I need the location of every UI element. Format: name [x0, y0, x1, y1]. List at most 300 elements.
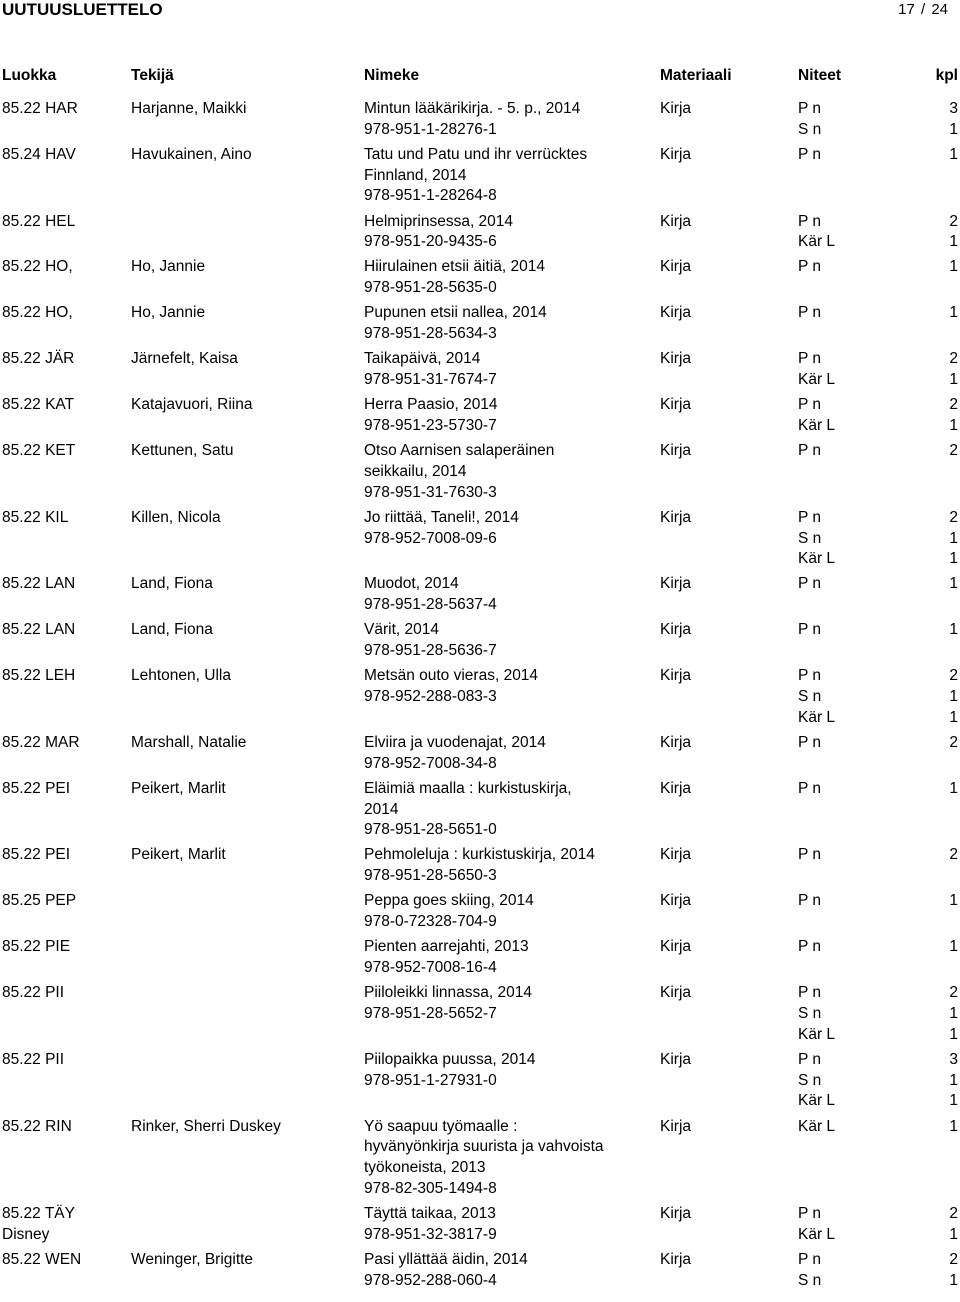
entry-material-value: Kirja: [660, 212, 692, 230]
entry-notes-line: P n: [798, 350, 821, 368]
entry-class-line: 85.22 PII: [2, 984, 65, 1002]
catalog-entry: [0, 891, 960, 937]
entry-class: [2, 574, 132, 595]
entry-material-value: Kirja: [660, 304, 692, 322]
entry-title: [364, 257, 654, 299]
column-header-title: Nimeke: [364, 67, 420, 84]
entry-notes: [798, 395, 888, 437]
entry-author: [131, 574, 356, 595]
catalog-entry: [0, 145, 960, 212]
entry-qty-line: 1: [949, 416, 958, 434]
entry-material: [660, 891, 740, 912]
entry-notes-line: S n: [798, 1071, 822, 1089]
entry-author: [131, 441, 356, 462]
entry-qty-line: 1: [949, 1117, 958, 1135]
entry-notes-line: Kär L: [798, 371, 836, 389]
entry-qty-line: 1: [949, 371, 958, 389]
entry-notes-line: P n: [798, 1205, 821, 1222]
entry-class-line: 85.22 KET: [2, 442, 76, 460]
entry-author: [131, 666, 356, 687]
catalog-entry: [0, 303, 960, 349]
entry-qty-line: 1: [949, 1271, 958, 1289]
entry-title-line: 978-951-20-9435-6: [364, 233, 497, 251]
catalog-entry: [0, 1117, 960, 1205]
entry-qty-line: 2: [949, 396, 958, 414]
catalog-entry: [0, 845, 960, 891]
entry-qty-line: 1: [949, 1004, 958, 1022]
entry-title: [364, 508, 654, 550]
entry-material: [660, 303, 740, 324]
entry-title-line: Pupunen etsii nallea, 2014: [364, 304, 547, 322]
entry-class: [2, 145, 132, 166]
entry-material: [660, 257, 740, 278]
entry-material: [660, 1050, 740, 1071]
entry-title-line: työkoneista, 2013: [364, 1159, 486, 1177]
catalog-entry: [0, 441, 960, 508]
entry-qty-line: 1: [949, 575, 958, 593]
entry-class: [2, 733, 132, 754]
entry-title: [364, 937, 654, 979]
entry-material-value: Kirja: [660, 350, 692, 368]
entry-notes: [798, 620, 888, 641]
entry-qty-line: 3: [949, 1050, 958, 1068]
entry-qty: [918, 303, 958, 324]
entry-notes: [798, 845, 888, 866]
entry-class: [2, 666, 132, 687]
entry-notes: [798, 983, 888, 1045]
entry-notes: [798, 508, 888, 570]
entry-material-value: Kirja: [660, 1205, 692, 1222]
entry-class-line: Disney: [2, 1225, 50, 1243]
entry-qty: [918, 99, 958, 141]
catalog-entry: [0, 1250, 960, 1296]
entry-title-line: Piilopaikka puussa, 2014: [364, 1050, 536, 1068]
entry-material: [660, 99, 740, 120]
entry-material-value: Kirja: [660, 508, 692, 526]
entry-qty: [918, 1204, 958, 1246]
entry-material-value: Kirja: [660, 575, 692, 593]
entry-notes: [798, 779, 888, 800]
entry-qty: [918, 508, 958, 570]
entry-author-line: Peikert, Marlit: [131, 779, 226, 797]
entry-class-line: 85.22 LAN: [2, 575, 76, 593]
entry-title-line: Eläimiä maalla : kurkistuskirja,: [364, 779, 572, 797]
catalog-entry: [0, 620, 960, 666]
entry-title-line: Otso Aarnisen salaperäinen: [364, 442, 555, 460]
entry-notes-line: Kär L: [798, 416, 836, 434]
entry-material-value: Kirja: [660, 442, 692, 460]
entry-qty: [918, 937, 958, 958]
entry-notes-line: P n: [798, 779, 821, 797]
entry-notes-line: Kär L: [798, 708, 836, 726]
entry-author-line: Katajavuori, Riina: [131, 396, 253, 414]
entry-qty: [918, 1050, 958, 1112]
entry-material: [660, 620, 740, 641]
entry-author: [131, 1250, 356, 1271]
entry-qty: [918, 620, 958, 641]
entry-notes: [798, 257, 888, 278]
entry-notes: [798, 145, 888, 166]
entry-author-line: Järnefelt, Kaisa: [131, 350, 238, 368]
entry-title: [364, 1117, 654, 1200]
entry-author: [131, 145, 356, 166]
entry-class: [2, 257, 132, 278]
entry-title-line: Piiloleikki linnassa, 2014: [364, 984, 533, 1002]
entry-title-line: Jo riittää, Taneli!, 2014: [364, 508, 519, 526]
entry-class: [2, 779, 132, 800]
entry-material-value: Kirja: [660, 892, 692, 910]
entry-class-line: 85.22 JÄR: [2, 350, 75, 368]
entry-class: [2, 1250, 132, 1271]
entry-class: [2, 508, 132, 529]
entry-notes: [798, 891, 888, 912]
entry-title-line: 978-952-288-060-4: [364, 1271, 497, 1289]
entry-title-line: 978-951-28-5634-3: [364, 325, 497, 343]
catalog-entry: [0, 733, 960, 779]
entry-author: [131, 99, 356, 120]
catalog-entry: [0, 779, 960, 846]
page-separator: /: [920, 1, 926, 18]
entry-title-line: Metsän outo vieras, 2014: [364, 667, 539, 685]
entry-material: [660, 733, 740, 754]
entry-title-line: Taikapäivä, 2014: [364, 350, 481, 368]
entry-qty-line: 2: [949, 733, 958, 751]
entry-title-line: Täyttä taikaa, 2013: [364, 1205, 496, 1222]
entry-class-line: 85.24 HAV: [2, 145, 76, 163]
entry-material-value: Kirja: [660, 846, 692, 864]
entry-author-line: Rinker, Sherri Duskey: [131, 1117, 281, 1135]
entry-qty-line: 1: [949, 687, 958, 705]
entry-qty-line: 2: [949, 212, 958, 230]
entry-notes-line: P n: [798, 621, 821, 639]
entry-qty: [918, 845, 958, 866]
entry-notes-line: S n: [798, 687, 822, 705]
entry-title-line: 978-951-1-28276-1: [364, 120, 497, 138]
entry-material: [660, 937, 740, 958]
entry-material-value: Kirja: [660, 667, 692, 685]
entry-title: [364, 395, 654, 437]
entry-title-line: 978-951-31-7630-3: [364, 483, 497, 501]
entry-title-line: 978-951-28-5652-7: [364, 1004, 497, 1022]
entry-class-line: 85.22 WEN: [2, 1250, 82, 1268]
entry-qty: [918, 395, 958, 437]
catalog-entry: [0, 1050, 960, 1117]
entry-title-line: 978-951-28-5650-3: [364, 867, 497, 885]
entry-material: [660, 666, 740, 687]
entry-title-line: Muodot, 2014: [364, 575, 459, 593]
entry-author: [131, 395, 356, 416]
entry-author: [131, 620, 356, 641]
entry-notes-line: P n: [798, 892, 821, 910]
entry-notes: [798, 937, 888, 958]
entry-qty-line: 1: [949, 1025, 958, 1043]
entry-notes: [798, 349, 888, 391]
entry-class-line: 85.22 KIL: [2, 508, 69, 526]
entry-title-line: Mintun lääkärikirja. - 5. p., 2014: [364, 100, 581, 117]
entry-qty: [918, 733, 958, 754]
entry-title-line: Värit, 2014: [364, 621, 439, 639]
entry-title-line: 978-951-31-7674-7: [364, 371, 497, 389]
entry-title-line: 978-951-28-5636-7: [364, 642, 497, 660]
entry-title: [364, 145, 654, 207]
entry-notes: [798, 666, 888, 728]
entry-notes-line: S n: [798, 120, 822, 138]
catalog-entry: [0, 937, 960, 983]
entry-qty-line: 2: [949, 1205, 958, 1222]
catalog-entry: [0, 574, 960, 620]
entry-qty: [918, 349, 958, 391]
entry-title: [364, 303, 654, 345]
entry-title: [364, 666, 654, 708]
entry-qty-line: 1: [949, 708, 958, 726]
entry-qty: [918, 1117, 958, 1138]
entry-notes-line: P n: [798, 304, 821, 322]
catalog-entry: [0, 983, 960, 1050]
entry-notes-line: P n: [798, 938, 821, 956]
entry-qty-line: 1: [949, 1092, 958, 1110]
entry-title-line: Pehmoleluja : kurkistuskirja, 2014: [364, 846, 595, 864]
entry-title: [364, 733, 654, 775]
document-title: UUTUUSLUETTELO: [2, 0, 163, 19]
entry-author-line: Lehtonen, Ulla: [131, 667, 231, 685]
entry-class-line: 85.22 PEI: [2, 779, 71, 797]
entry-qty-line: 2: [949, 667, 958, 685]
entry-class-line: 85.22 PII: [2, 1050, 65, 1068]
entry-class-line: 85.22 MAR: [2, 733, 80, 751]
entry-author-line: Ho, Jannie: [131, 258, 206, 276]
entry-qty-line: 1: [949, 145, 958, 163]
entry-class: [2, 303, 132, 324]
entry-notes: [798, 1050, 888, 1112]
entry-qty-line: 1: [949, 779, 958, 797]
entry-author-line: Land, Fiona: [131, 575, 213, 593]
entry-notes: [798, 303, 888, 324]
entry-title-line: Herra Paasio, 2014: [364, 396, 498, 414]
entry-title: [364, 620, 654, 662]
entry-class-line: 85.22 LAN: [2, 621, 76, 639]
entry-title: [364, 891, 654, 933]
entry-class-line: 85.22 PIE: [2, 938, 71, 956]
entry-notes-line: P n: [798, 575, 821, 593]
catalog-entry: [0, 508, 960, 575]
catalog-entry: [0, 349, 960, 395]
entry-material-value: Kirja: [660, 100, 692, 117]
entry-notes-line: Kär L: [798, 233, 836, 251]
entry-qty-line: 1: [949, 529, 958, 547]
entry-notes-line: P n: [798, 508, 821, 526]
entry-author-line: Weninger, Brigitte: [131, 1250, 254, 1268]
entry-title-line: 978-952-7008-34-8: [364, 754, 497, 772]
entry-qty-line: 2: [949, 442, 958, 460]
entry-class: [2, 212, 132, 233]
entry-class-line: 85.25 PEP: [2, 892, 77, 910]
entry-title-line: seikkailu, 2014: [364, 462, 467, 480]
entry-author: [131, 733, 356, 754]
column-header-qty: kpl: [935, 67, 958, 84]
entry-title: [364, 1050, 654, 1092]
entry-material: [660, 1117, 740, 1138]
entry-material: [660, 574, 740, 595]
entry-title-line: Elviira ja vuodenajat, 2014: [364, 733, 546, 751]
entry-notes: [798, 99, 888, 141]
entry-author-line: Marshall, Natalie: [131, 733, 247, 751]
entry-notes: [798, 733, 888, 754]
column-header-notes: Niteet: [798, 67, 842, 84]
entry-author: [131, 303, 356, 324]
entry-title-line: 2014: [364, 800, 399, 818]
entry-notes-line: P n: [798, 212, 821, 230]
entry-qty: [918, 666, 958, 728]
entry-author-line: Land, Fiona: [131, 621, 213, 639]
entry-qty-line: 1: [949, 304, 958, 322]
page-total: 24: [931, 1, 948, 18]
entry-title-line: Finnland, 2014: [364, 166, 467, 184]
entry-notes-line: S n: [798, 529, 822, 547]
entry-title-line: 978-951-32-3817-9: [364, 1225, 497, 1243]
entry-qty-line: 2: [949, 350, 958, 368]
entry-title: [364, 1204, 654, 1246]
entry-title: [364, 441, 654, 503]
entry-notes-line: P n: [798, 846, 821, 864]
entry-notes-line: P n: [798, 258, 821, 276]
entry-class-line: 85.22 HEL: [2, 212, 76, 230]
entry-title-line: 978-951-23-5730-7: [364, 416, 497, 434]
entry-notes: [798, 1204, 888, 1246]
entry-title-line: Hiirulainen etsii äitiä, 2014: [364, 258, 545, 276]
entry-class-line: 85.22 HO,: [2, 258, 73, 276]
entry-material-value: Kirja: [660, 145, 692, 163]
entry-notes-line: P n: [798, 396, 821, 414]
entry-notes-line: P n: [798, 442, 821, 460]
entry-title-line: hyvänyönkirja suurista ja vahvoista: [364, 1138, 604, 1156]
entry-notes-line: S n: [798, 1004, 822, 1022]
entry-class: [2, 1204, 132, 1246]
entry-material: [660, 395, 740, 416]
entry-qty-line: 1: [949, 258, 958, 276]
catalog-entry: [0, 257, 960, 303]
entry-author: [131, 257, 356, 278]
entry-class-line: 85.22 RIN: [2, 1117, 72, 1135]
entry-title: [364, 212, 654, 254]
entry-title-line: 978-0-72328-704-9: [364, 913, 497, 931]
entry-title-line: 978-951-1-27931-0: [364, 1071, 497, 1089]
entry-material: [660, 441, 740, 462]
entry-author-line: Peikert, Marlit: [131, 846, 226, 864]
entry-qty: [918, 1250, 958, 1292]
entry-title-line: Peppa goes skiing, 2014: [364, 892, 534, 910]
catalog-entry: [0, 99, 960, 145]
entry-qty-line: 2: [949, 846, 958, 864]
entry-notes: [798, 574, 888, 595]
entry-author-line: Harjanne, Maikki: [131, 100, 247, 117]
entry-material-value: Kirja: [660, 258, 692, 276]
entry-title-line: Tatu und Patu und ihr verrücktes: [364, 145, 588, 163]
entry-material-value: Kirja: [660, 733, 692, 751]
entry-qty: [918, 779, 958, 800]
entry-class-line: 85.22 LEH: [2, 667, 76, 685]
entry-material-value: Kirja: [660, 984, 692, 1002]
entry-title-line: Pasi yllättää äidin, 2014: [364, 1250, 528, 1268]
entry-qty-line: 1: [949, 1071, 958, 1089]
entry-author: [131, 349, 356, 370]
entry-material: [660, 983, 740, 1004]
entry-title-line: 978-951-28-5637-4: [364, 596, 497, 614]
entry-material: [660, 212, 740, 233]
entry-qty: [918, 891, 958, 912]
entry-qty-line: 2: [949, 1250, 958, 1268]
entry-title-line: 978-82-305-1494-8: [364, 1179, 497, 1197]
entry-material: [660, 349, 740, 370]
entry-title-line: 978-952-288-083-3: [364, 687, 497, 705]
entry-title: [364, 99, 654, 141]
entry-title-line: 978-951-1-28264-8: [364, 187, 497, 205]
page-current: 17: [898, 1, 915, 18]
entry-notes-line: Kär L: [798, 1092, 836, 1110]
entry-qty-line: 1: [949, 233, 958, 251]
entry-material: [660, 779, 740, 800]
entry-class: [2, 891, 132, 912]
column-header-class: Luokka: [2, 67, 57, 84]
entry-class: [2, 937, 132, 958]
entry-notes: [798, 441, 888, 462]
entry-class: [2, 1117, 132, 1138]
entry-title: [364, 779, 654, 841]
entry-class: [2, 845, 132, 866]
catalog-entry: [0, 1204, 960, 1250]
entry-qty-line: 1: [949, 1225, 958, 1243]
entry-notes-line: Kär L: [798, 1025, 836, 1043]
entry-class-line: 85.22 HAR: [2, 100, 78, 117]
entry-title: [364, 349, 654, 391]
entry-qty: [918, 212, 958, 254]
entry-material: [660, 1204, 740, 1225]
entry-qty-line: 2: [949, 508, 958, 526]
entry-notes: [798, 1117, 888, 1138]
column-header-author: Tekijä: [131, 67, 174, 84]
entry-author-line: Havukainen, Aino: [131, 145, 252, 163]
entry-notes-line: Kär L: [798, 550, 836, 568]
entry-class: [2, 441, 132, 462]
entry-notes-line: P n: [798, 100, 821, 117]
entry-notes-line: Kär L: [798, 1225, 836, 1243]
entry-material: [660, 845, 740, 866]
entry-notes-line: Kär L: [798, 1117, 836, 1135]
entry-notes-line: S n: [798, 1271, 822, 1289]
entry-qty: [918, 257, 958, 278]
catalog-entry: [0, 395, 960, 441]
entry-author: [131, 845, 356, 866]
entry-qty: [918, 983, 958, 1045]
entry-author-line: Kettunen, Satu: [131, 442, 234, 460]
entry-class-line: 85.22 HO,: [2, 304, 73, 322]
entry-title-line: Pienten aarrejahti, 2013: [364, 938, 529, 956]
entry-title: [364, 983, 654, 1025]
entry-class: [2, 620, 132, 641]
catalog-entry: [0, 212, 960, 258]
page-indicator: [898, 0, 948, 20]
entry-qty-line: 3: [949, 100, 958, 117]
entry-notes: [798, 1250, 888, 1292]
entry-material-value: Kirja: [660, 1117, 692, 1135]
entry-qty-line: 1: [949, 621, 958, 639]
entry-notes-line: P n: [798, 733, 821, 751]
entry-material-value: Kirja: [660, 938, 692, 956]
entry-qty: [918, 441, 958, 462]
entry-notes-line: P n: [798, 667, 821, 685]
entry-author-line: Ho, Jannie: [131, 304, 206, 322]
entry-title-line: Yö saapuu työmaalle :: [364, 1117, 518, 1135]
entry-author: [131, 779, 356, 800]
